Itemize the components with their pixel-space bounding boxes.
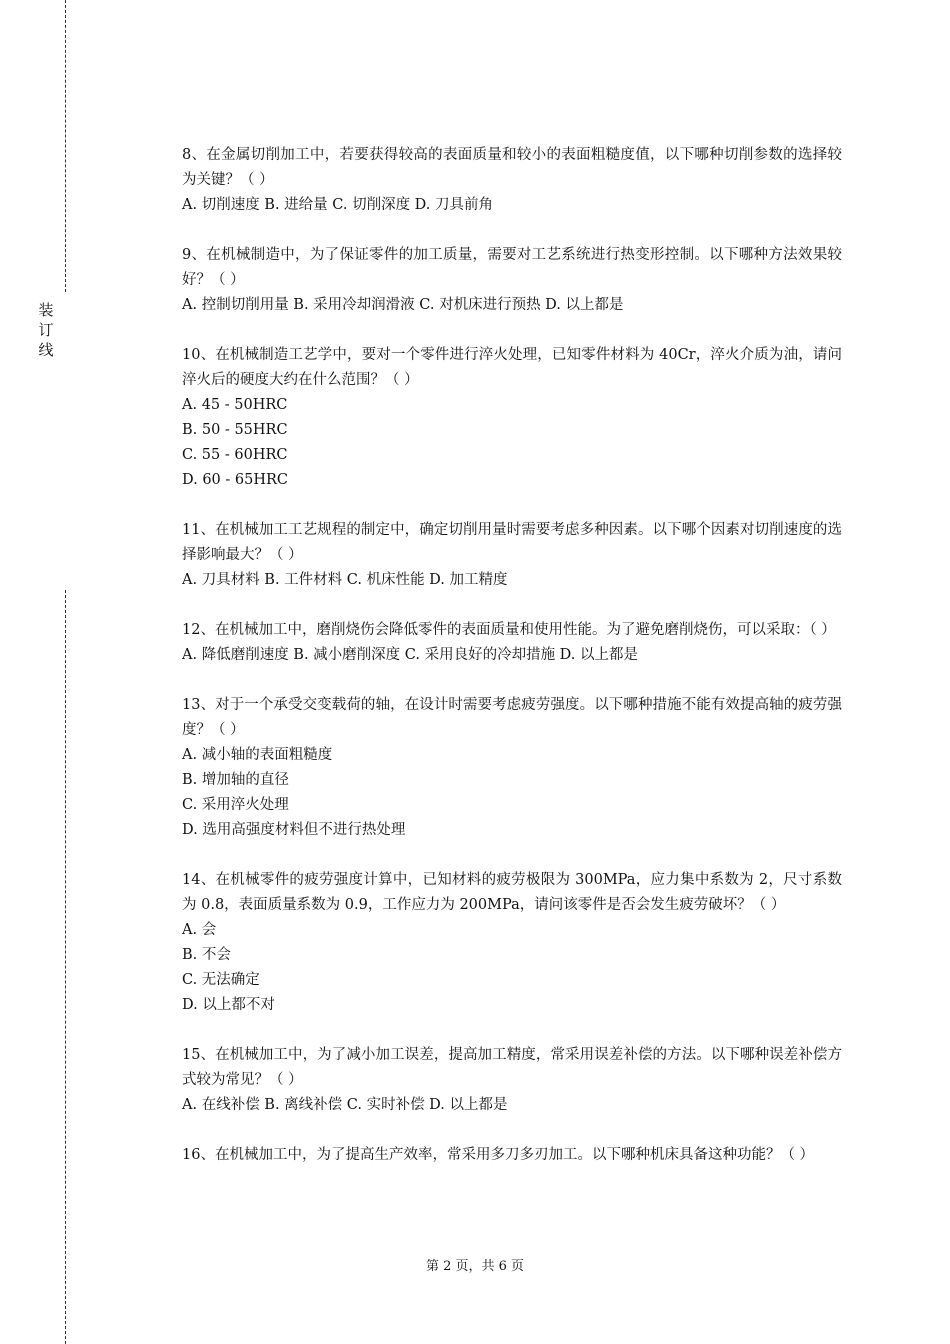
- question-9: [182, 243, 842, 318]
- question-options: A. 降低磨削速度 B. 减小磨削深度 C. 采用良好的冷却措施 D. 以上都是: [182, 647, 639, 663]
- question-13: [182, 693, 842, 843]
- question-text: 15、在机械加工中，为了减小加工误差，提高加工精度，常采用误差补偿的方法。以下哪种误差补偿方式较为常见？（ ）: [182, 1047, 842, 1088]
- binding-line-top: [65, 0, 66, 292]
- question-10: [182, 343, 842, 493]
- binding-line-bottom: [65, 590, 66, 1344]
- option-a: A. 减小轴的表面粗糙度: [182, 747, 333, 763]
- question-text: 11、在机械加工工艺规程的制定中，确定切削用量时需要考虑多种因素。以下哪个因素对切削速度的选择影响最大？（ ）: [182, 522, 842, 563]
- page-number: 第 2 页，共 6 页: [425, 1259, 525, 1274]
- option-b: B. 不会: [182, 947, 231, 963]
- question-text: 13、对于一个承受交变载荷的轴，在设计时需要考虑疲劳强度。以下哪种措施不能有效提高轴的疲劳强度？（ ）: [182, 697, 842, 738]
- binding-label-char: 订: [38, 321, 54, 339]
- binding-label: [36, 300, 56, 360]
- option-c: C. 无法确定: [182, 972, 260, 988]
- question-12: [182, 618, 842, 668]
- question-options: A. 在线补偿 B. 离线补偿 C. 实时补偿 D. 以上都是: [182, 1097, 508, 1113]
- binding-label-char: 线: [38, 341, 54, 359]
- question-15: [182, 1043, 842, 1118]
- question-11: [182, 518, 842, 593]
- question-text: 9、在机械制造中，为了保证零件的加工质量，需要对工艺系统进行热变形控制。以下哪种方法效果较好？（ ）: [182, 247, 842, 288]
- question-16: [182, 1143, 842, 1168]
- option-c: C. 55 - 60HRC: [182, 447, 288, 463]
- option-a: A. 45 - 50HRC: [182, 397, 288, 413]
- option-b: B. 50 - 55HRC: [182, 422, 288, 438]
- binding-label-char: 装: [38, 301, 54, 319]
- question-14: [182, 868, 842, 1018]
- option-d: D. 60 - 65HRC: [182, 472, 289, 488]
- option-d: D. 以上都不对: [182, 997, 275, 1013]
- exam-content: [182, 143, 842, 1193]
- question-options: A. 控制切削用量 B. 采用冷却润滑液 C. 对机床进行预热 D. 以上都是: [182, 297, 624, 313]
- option-b: B. 增加轴的直径: [182, 772, 289, 788]
- question-options: A. 切削速度 B. 进给量 C. 切削深度 D. 刀具前角: [182, 197, 494, 213]
- question-options: A. 刀具材料 B. 工件材料 C. 机床性能 D. 加工精度: [182, 572, 508, 588]
- question-text: 14、在机械零件的疲劳强度计算中，已知材料的疲劳极限为 300MPa，应力集中系数为 2，尺寸系数为 0.8，表面质量系数为 0.9，工作应力为 200MPa，请问该零件是否会发生疲劳破坏？（ ）: [182, 872, 842, 913]
- option-c: C. 采用淬火处理: [182, 797, 289, 813]
- question-text: 10、在机械制造工艺学中，要对一个零件进行淬火处理，已知零件材料为 40Cr，淬火介质为油，请问淬火后的硬度大约在什么范围？（ ）: [182, 347, 842, 388]
- question-8: [182, 143, 842, 218]
- question-text: 8、在金属切削加工中，若要获得较高的表面质量和较小的表面粗糙度值，以下哪种切削参数的选择较为关键？（ ）: [182, 147, 842, 188]
- option-a: A. 会: [182, 922, 217, 938]
- question-text: 12、在机械加工中，磨削烧伤会降低零件的表面质量和使用性能。为了避免磨削烧伤，可以采取：（ ）: [182, 622, 836, 638]
- question-text: 16、在机械加工中，为了提高生产效率，常采用多刀多刃加工。以下哪种机床具备这种功能？（ ）: [182, 1147, 815, 1163]
- option-d: D. 选用高强度材料但不进行热处理: [182, 822, 406, 838]
